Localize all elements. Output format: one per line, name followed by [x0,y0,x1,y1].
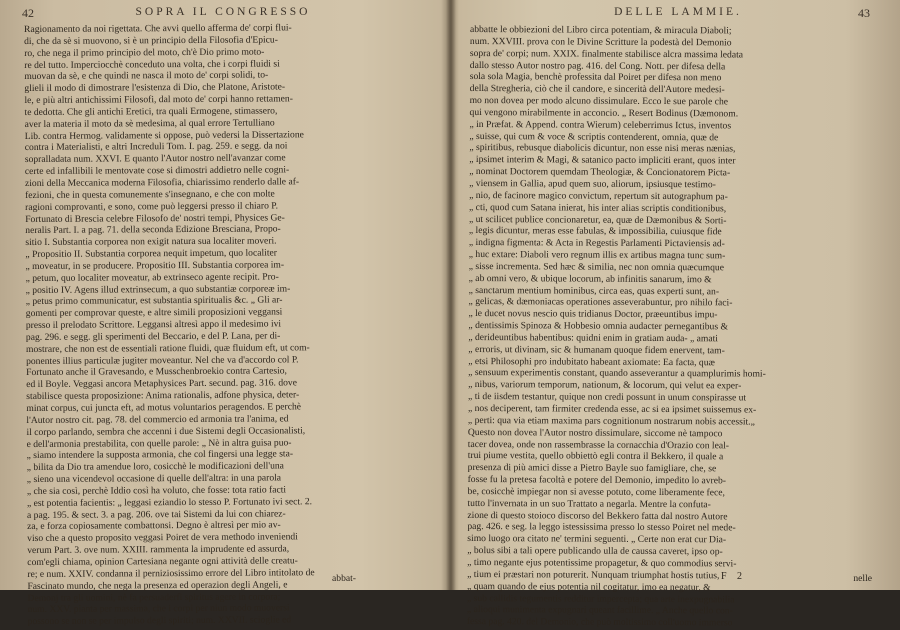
right-page-text-line: „ bolus sibi a tali opere publicando ulla de caussa caveret, ipso op- [467,545,723,558]
right-page-text-line: „ indigna figmenta: & Acta in Regestis Parlamenti Pictaviensis ad- [468,237,725,250]
left-page-text-line: „ moveatur, in se producere. Propositio III. Substantia corporea im- [25,259,285,272]
right-page-text-line: „ viensem in Gallia, apud quem suo, aliorum, ipsiusque testimo- [469,177,716,191]
right-page-text-line: „ sisse incrementa. Sed hæc & similia, nec non omnia quæcumque [468,260,725,274]
right-page-text-line: simo luogo ora citato ne' termini seguenti. „ Certe non erat cur Dia- [467,533,727,546]
left-page-text-line: te dedotta. Che gli antichi Eretici, tra quali Ermogene, stimassero, [24,105,278,118]
right-page-text-line: „ etsi Philosophi pro indubitato habeant axiomate: Ea facta, quæ [468,355,715,368]
left-page-text-line: „ petus primo communicatur, est substantia spiritualis &c. „ Gli ar- [25,294,283,308]
right-page-text-line: abbatte le obbiezioni del Libro circa potentiam, & miracula Diaboli; [469,24,732,37]
right-page-text [467,24,884,630]
left-page-text-line: Fortunato anche il Gravesando, e Musschenbroekio contra Cartesio, [26,365,287,379]
left-page-text-line: le, e più altri antichissimi Filosofi, dal moto de' corpi hanno rettamen- [24,93,293,107]
left-page-text-line: aver la materia il moto da sè medesima, al qual errore Tertulliano [24,117,275,130]
left-page-text-line: „ siamo intendere la supposta armonia, che col fingersi una legge sta- [26,448,294,462]
right-page-text-line: „ nibus, variorum temporum, nationum, & locorum, qui velut ea exper- [468,379,742,392]
right-page-text-line: „ gelicas, & dæmoniacas operationes asseverabuntur, pro nihilo faci- [468,296,733,309]
left-page-text-line: Fortunato di Brescia celebre Filosofo de' nostri tempi, Physices Ge- [25,211,285,225]
left-catchword: abbat- [332,573,356,584]
left-page-text-line: glieli il modo di dimostrare l'esistenza di Dio, che Platone, Aristote- [24,81,286,95]
right-page-text-line: dallo stesso Autor nostro pag. 416. del Cong. Nott. per difesa della [469,59,726,72]
right-page-text-line: mo non dovea per modo alcuno dissimulare. Ecco le sue parole che [469,95,729,108]
right-page-text-line: zione di questo stoioco discorso del Bekkero fatta dal nostro Autore [467,509,728,522]
right-page-number: 43 [858,6,870,20]
right-page-text-line: num. XXVIII. prova con le Divine Scritture la podestà del Demonio [469,35,732,49]
right-page-text-line: „ spiritibus, rebusque diabolicis dicuntur, non esse nisi meras nænias, [469,142,736,155]
right-page-text-line: qui vengono mirabilmente in acconcio. „ Resert Bodinus (Dæmonom. [469,106,739,120]
right-page-text-line: „ in Præfat. & Append. contra Wierum) celeberrimus Ictus, inventos [469,118,732,132]
left-page-text-line: a pag. 195. & sect. 3. a pag. 206. ove tai Sistemi da lui con chiarez- [26,508,286,521]
left-page-text-line: contra i Materialisti, e altri Increduli Tom. I. pag. 259. e segg. da noi [24,140,288,154]
left-page-text-line: muovan da sè, e che quindi ne nasca il moto de' corpi solidi, to- [24,69,269,83]
left-page-text-line: presso il prelodato Scrittore. Leggansi altresì appo il medesimo ivi [25,318,282,332]
left-page-text-line: l'Autor nostro cit. pag. 78. del commercio ed armonia tra l'anima, ed [26,413,289,426]
signature-mark: F 2 [721,571,747,582]
left-page-text-line: mostrare, che non est de essentiali ratione fluidi, quæ fluidum eft, ut com- [25,342,310,355]
left-page-text-line: di, che da sè si muovono, si è un principio della Filosofia d'Epicu- [24,34,278,47]
left-page-text-line: stabilisce questa proposizione: Anima rationalis, adfone physica, deter- [26,389,300,403]
right-page-text-line: „ nos deciperent, tam firmiter credenda esse, ac si ea ipsimet suissemus ex- [467,402,757,416]
left-page-text-line: ed il Boyle. Veggasi ancora Metaphysices Part. secund. pag. 316. dove [26,377,298,391]
right-page-text-line: della Stregheria, ciò che il candore, e sincerità dell'Autore medesi- [469,83,725,96]
left-page-text-line: „ bilita da Dio tra amendue loro, cosicchè le modificazioni dell'una [26,460,284,474]
right-page-text-line: tacer dovea, onde non rassembrasse la cornacchia d'Orazio con leal- [467,438,729,451]
right-page-text-line: „ sensuum experimentis constant, quando asseverantur a quamplurimis homi- [468,367,766,381]
right-page-text-line: presenza di più amici disse a Pietro Bayle suo famigliare, che, se [467,462,717,475]
left-page-text-line: „ che sia così, perchè Iddio così ha voluto, che fosse: tota ratio facti [26,484,287,497]
left-page-text-line: minat corpus, cui juncta eft, ad motus voluntarios peragendos. E perchè [26,401,302,414]
left-page-number: 42 [22,6,34,20]
left-page-text-line: za, e forza copiosamente combattonsi. Degno è altresì per mio av- [27,519,281,533]
right-page-text-line: „ timo negante ejus potentissime propagetur, & quo commodius servi- [467,556,737,570]
right-page-text-line: „ le ducet novus nescio quis tridianus Doctor, præeuntibus impu- [468,308,718,321]
right-page-text-line: „ ipsimet interim & Magi, & satanico pacto impliciti erant, quos inter [469,154,736,167]
right-page-text-line: „ sanctarum mentium hominibus, circa eas, quas experti sunt, an- [468,284,720,297]
right-page-text-line: sopra de' corpi; num. XXIX. finalmente stabilisce alcra massima ledata [469,47,744,61]
right-page-text-line: „ quam quando de ejus potentia nil cogitatur, imo ea negatur, & [467,580,711,593]
right-page-text-line: „ cti, quod cum Satana inierat, his inter alias scriptis conditionibus, [469,201,727,214]
right-page-text-line: tutto l'invernata in un suo Trattato a negarla. Mentre la confuta- [467,497,711,511]
left-page-text-line: gomenti per comprovar queste, e altre simili proposizioni veggansi [25,306,283,320]
left-page-text-line: „ Propositio II. Substantia corporea nequit impetum, quo localiter [25,247,277,261]
right-page-text-line: fosse fu la pretesa facoltà e potere del Demonio, impedito lo avreb- [467,474,727,487]
left-page-text-line: Lib. contra Hermog. validamente si oppose, può vedersi la Dissertazione [24,128,304,142]
right-page-text-line: „ derideuntibus habentibus: quidni enim in gratiam auda- „ amati [468,331,719,345]
left-page-text-line: Demonj tra gli uomini, nè fa persuaderfi spiritus agere in corpora; [27,590,281,604]
left-page-text-line: com'egli chiama, opinion Cartesiana negante ogni attività delle creatu- [27,555,298,568]
left-page-text-line: ponentes illius particulæ jugiter moveantur. Nel che va d'accordo col P. [26,353,299,367]
left-page-text-line: ro, che nega il primo principio del moto, ch'è Dio primo moto- [24,46,265,59]
left-page-text-line: fezioni, che in questa comunemente s'insegnano, e che con molte [25,188,275,201]
right-page-text-line: „ suisse, qui cum & voce & scriptis contenderent, omnia, quæ de [469,130,719,143]
left-page-text-line: zioni della Meccanica moderna Filosofia, chiarissimo renderlo dalle af- [24,176,300,189]
right-page-text-line: „ ti de iisdem testantur, quique non credi possunt in unum conspirasse ut [468,391,747,404]
right-page-text-line: „ ab omni vero, & ubique locorum, ab infinitis sanarum, imo & [468,272,712,285]
left-page-text-line: pag. 296. e segg. gli sperimenti del Beccario, e del P. Lana, per di- [25,330,281,343]
book-gutter [446,0,456,590]
right-page-text-line: pag. 426. e seg. la leggo istessissima presso lo stesso Poiret nel mede- [467,521,736,534]
right-page-text-line: Questo non dovea l'Autor nostro dissimulare, siccome nè tampoco [467,426,723,440]
left-page-text-line: re del tutto. Imperciocchè conceduto una volta, che i corpi fluidi si [24,57,280,71]
left-page-text-line: „ positio IV. Agens illud extrinsecum, a quo substantiæ corporeæ im- [25,282,291,296]
right-page-text-line: trui piume vestita, quello obbiettò egli contra il Bekkero, il quale a [467,450,724,463]
left-page [0,0,446,628]
left-running-title: SOPRA IL CONGRESSO [135,6,311,18]
left-page-text-line: „ sieno una vicendevol occasione di quelle dell'altra: in una parola [26,472,282,486]
left-page-text-line: Fascinato mundo, che nega la presenza ed operazion degli Angeli, e [27,579,288,592]
right-page-text-line: „ nio, de facinore magico convictum, repertum sit autographum pa- [469,189,728,203]
left-page-text-line: sitio I. Substantia corporea non exigit natura sua localiter moveri. [25,235,277,249]
right-page-text-line: „ dentissimis Spinoza & Hobbesio omnia audacter pernegantibus & [468,320,728,333]
right-page-text-line: „ sub callidis tegumentis redditur impercepta; qua arte inexpugnabilia [466,592,735,605]
right-page-text-line: „ tium ei præstari non poturerit. Nunquam triumphat hostis tutius, [467,568,720,582]
left-page-text-line: „ est potentia facientis: „ leggasi eziandio lo stesso P. Fortunato ivi sect. 2. [26,495,313,509]
left-page-text [24,22,432,628]
left-page-text-line: certe ed infallibili le mentovate cose si dimostri addietro nelle cogni- [24,164,290,178]
right-running-title: DELLE LAMMIE. [614,6,742,18]
right-page-text-line: „ ut scilicet publice concionaretur, ea, quæ de Dæmonibus & Sorti- [468,213,727,226]
left-page-text-line: re; e num. XXIV. condanna il perniziosissimo errore del Libro intitolato de [27,567,315,580]
right-page-text-line: „ legis dicuntur, meras esse fabulas, & impossibilia, cuiusque fide [468,225,722,238]
left-page-text-line: ragioni comprovanti, e sono, come può leggersi presso il chiaro P. [25,200,279,213]
right-page-text-line: „ nominat Doctorem quemdam Theologiæ, & Concionatorem Picta- [469,166,731,179]
right-page-text-line: „ erroris, ut divinam, sic & humanam quoque fidem enervent, tam- [468,343,725,357]
left-page-text-line: sopralladata num. XXVI. E quanto l'Autor nostro nell'avanzar come [24,152,286,166]
right-page-text-line: „ alioqui munimenta expugnari queant facillime. „ Anche quello con- [466,604,733,617]
right-running-head [456,6,900,24]
right-catchword: nelle [853,573,872,584]
left-page-text-line: e dell'armonia prestabilita, con quelle parole: „ Nè in altra guisa puo- [26,436,292,450]
right-page-text-line: fessa pag. 420. del Demonio, che può moltissimo coll'uomo immerso [466,616,733,629]
left-page-text-line: neralis Part. I. a pag. 71. della seconda Edizione Bresciana, Propo- [25,223,281,237]
left-page-text-line: verum Part. 3. ove num. XXIII. rammenta la imprudente ed assurda, [27,543,290,557]
right-page-text-line: „ huc extare: Diaboli vero regnum illis ex artibus magna tunc sum- [468,249,726,262]
left-page-text-line: „ petum, quo localiter moveatur, ab extrinseco agente recipit. Pro- [25,271,279,284]
right-page [456,0,900,629]
left-page-text-line: possono se non se per impulso degli spiriti; num. XXVII. scioglie ed [27,614,292,628]
left-page-text-line: num. XXV. pianta per massima, che i corpi per niun modo muoversi [27,602,290,616]
left-page-text-line: Ragionamento da noi rigettata. Che avvi quello afferma de' corpi flui- [24,22,292,35]
left-page-text-line: il corpo parlando, sembra che accenni i due Sistemi degli Occasionalisti, [26,424,306,438]
right-page-text-line: „ perti: qua via etiam maxima pars cognitionum nostrarum nobis accessit.„ [467,414,755,428]
right-page-text-line: be, cosicchè impiegar non si avesse potuto, come liberamente fece, [467,485,725,499]
right-page-text-line: sola sola Magia, benchè professita dal Poiret per difesa non meno [469,71,722,84]
left-page-text-line: viso che a questo proposito veggasi Poiret de vera methodo inveniendi [27,531,298,545]
